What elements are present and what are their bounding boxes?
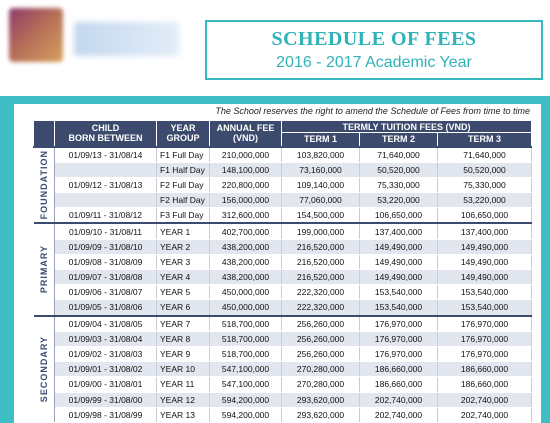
born-cell: 01/09/08 - 31/08/09	[55, 254, 157, 269]
annual-fee-cell: 402,700,000	[210, 223, 282, 239]
born-cell: 01/09/07 - 31/08/08	[55, 270, 157, 285]
term3-cell: 186,660,000	[438, 362, 532, 377]
term1-cell: 103,820,000	[282, 147, 360, 163]
annual-fee-cell: 156,000,000	[210, 193, 282, 208]
section-label: PRIMARY	[38, 245, 49, 294]
header-term2: TERM 2	[360, 133, 438, 147]
born-cell: 01/09/02 - 31/08/03	[55, 346, 157, 361]
table-row	[34, 270, 532, 285]
term2-cell: 106,650,000	[360, 208, 438, 224]
table-row	[34, 392, 532, 407]
term3-cell: 149,490,000	[438, 270, 532, 285]
term2-cell: 186,660,000	[360, 377, 438, 392]
annual-fee-cell: 210,000,000	[210, 147, 282, 163]
term1-cell: 77,060,000	[282, 193, 360, 208]
term2-cell: 176,970,000	[360, 316, 438, 332]
annual-fee-cell: 547,100,000	[210, 362, 282, 377]
header-born-between	[55, 121, 157, 147]
group-cell: YEAR 6	[157, 300, 210, 316]
term2-cell: 149,490,000	[360, 254, 438, 269]
group-cell: YEAR 11	[157, 377, 210, 392]
born-cell: 01/09/99 - 31/08/00	[55, 392, 157, 407]
annual-fee-cell: 312,600,000	[210, 208, 282, 224]
annual-fee-cell: 518,700,000	[210, 316, 282, 332]
header-blank	[34, 121, 55, 147]
term2-cell: 50,520,000	[360, 162, 438, 177]
term2-cell: 176,970,000	[360, 331, 438, 346]
term3-cell: 71,640,000	[438, 147, 532, 163]
table-row	[34, 300, 532, 316]
term1-cell: 270,280,000	[282, 377, 360, 392]
table-row	[34, 239, 532, 254]
group-cell: YEAR 5	[157, 285, 210, 300]
section-label: FOUNDATION	[38, 150, 49, 220]
table-row	[34, 362, 532, 377]
term3-cell: 176,970,000	[438, 331, 532, 346]
born-cell	[55, 193, 157, 208]
table-row	[34, 407, 532, 422]
table-row	[34, 147, 532, 163]
term2-cell: 53,220,000	[360, 193, 438, 208]
header-child-label: CHILD	[91, 123, 120, 134]
term1-cell: 222,320,000	[282, 285, 360, 300]
term3-cell: 186,660,000	[438, 377, 532, 392]
born-cell: 01/09/12 - 31/08/13	[55, 177, 157, 192]
term1-cell: 256,260,000	[282, 316, 360, 332]
table-row	[34, 377, 532, 392]
born-cell: 01/09/00 - 31/08/01	[55, 377, 157, 392]
term3-cell: 50,520,000	[438, 162, 532, 177]
fees-body	[34, 147, 532, 423]
annual-fee-cell: 518,700,000	[210, 331, 282, 346]
section-label-cell	[34, 223, 55, 315]
section-label-cell	[34, 147, 55, 224]
annual-fee-cell: 438,200,000	[210, 239, 282, 254]
header-termly-fees: TERMLY TUITION FEES (VND)	[282, 121, 532, 133]
table-row	[34, 193, 532, 208]
term3-cell: 149,490,000	[438, 254, 532, 269]
group-cell: F1 Half Day	[157, 162, 210, 177]
term2-cell: 149,490,000	[360, 239, 438, 254]
annual-fee-cell: 594,200,000	[210, 407, 282, 422]
header-born-label: BORN BETWEEN	[68, 133, 143, 144]
group-cell: YEAR 4	[157, 270, 210, 285]
term3-cell: 176,970,000	[438, 316, 532, 332]
annual-fee-cell: 148,100,000	[210, 162, 282, 177]
group-cell: F2 Full Day	[157, 177, 210, 192]
amend-note: The School reserves the right to amend the Schedule of Fees from time to time	[215, 106, 530, 116]
header-year-label: YEAR	[170, 123, 196, 134]
group-cell: F1 Full Day	[157, 147, 210, 163]
header-annual-fee	[210, 121, 282, 147]
term1-cell: 293,620,000	[282, 407, 360, 422]
table-row	[34, 177, 532, 192]
annual-fee-cell: 438,200,000	[210, 270, 282, 285]
term3-cell: 149,490,000	[438, 239, 532, 254]
born-cell: 01/09/11 - 31/08/12	[55, 208, 157, 224]
annual-fee-cell: 438,200,000	[210, 254, 282, 269]
group-cell: F3 Full Day	[157, 208, 210, 224]
term1-cell: 216,520,000	[282, 270, 360, 285]
group-cell: YEAR 2	[157, 239, 210, 254]
fees-table	[33, 120, 532, 423]
table-row	[34, 331, 532, 346]
fees-panel	[14, 104, 541, 423]
term3-cell: 106,650,000	[438, 208, 532, 224]
annual-fee-cell: 450,000,000	[210, 300, 282, 316]
term2-cell: 186,660,000	[360, 362, 438, 377]
born-cell: 01/09/09 - 31/08/10	[55, 239, 157, 254]
term3-cell: 202,740,000	[438, 407, 532, 422]
term1-cell: 293,620,000	[282, 392, 360, 407]
term3-cell: 153,540,000	[438, 300, 532, 316]
term2-cell: 75,330,000	[360, 177, 438, 192]
annual-fee-cell: 547,100,000	[210, 377, 282, 392]
term2-cell: 176,970,000	[360, 346, 438, 361]
born-cell: 01/09/05 - 31/08/06	[55, 300, 157, 316]
term1-cell: 199,000,000	[282, 223, 360, 239]
term3-cell: 137,400,000	[438, 223, 532, 239]
term2-cell: 153,540,000	[360, 300, 438, 316]
term1-cell: 216,520,000	[282, 254, 360, 269]
page-title: SCHEDULE OF FEES	[271, 28, 477, 50]
header-annual-unit: (VND)	[233, 133, 258, 144]
table-row	[34, 254, 532, 269]
born-cell: 01/09/13 - 31/08/14	[55, 147, 157, 163]
term2-cell: 71,640,000	[360, 147, 438, 163]
term1-cell: 256,260,000	[282, 331, 360, 346]
term2-cell: 202,740,000	[360, 392, 438, 407]
annual-fee-cell: 518,700,000	[210, 346, 282, 361]
term2-cell: 137,400,000	[360, 223, 438, 239]
term1-cell: 256,260,000	[282, 346, 360, 361]
title-box	[205, 20, 543, 80]
term1-cell: 222,320,000	[282, 300, 360, 316]
header-group-label: GROUP	[166, 133, 200, 144]
page-header	[0, 0, 550, 96]
term1-cell: 109,140,000	[282, 177, 360, 192]
table-row	[34, 316, 532, 332]
term1-cell: 270,280,000	[282, 362, 360, 377]
header-term1: TERM 1	[282, 133, 360, 147]
header-term3: TERM 3	[438, 133, 532, 147]
page-subtitle: 2016 - 2017 Academic Year	[276, 54, 472, 71]
term3-cell: 176,970,000	[438, 346, 532, 361]
group-cell: YEAR 1	[157, 223, 210, 239]
annual-fee-cell: 594,200,000	[210, 392, 282, 407]
born-cell: 01/09/10 - 31/08/11	[55, 223, 157, 239]
group-cell: YEAR 13	[157, 407, 210, 422]
group-cell: YEAR 3	[157, 254, 210, 269]
born-cell: 01/09/06 - 31/08/07	[55, 285, 157, 300]
group-cell: YEAR 9	[157, 346, 210, 361]
term2-cell: 149,490,000	[360, 270, 438, 285]
group-cell: F2 Half Day	[157, 193, 210, 208]
group-cell: YEAR 12	[157, 392, 210, 407]
section-label: SECONDARY	[38, 336, 49, 403]
table-row	[34, 223, 532, 239]
school-logo	[9, 8, 63, 62]
term1-cell: 216,520,000	[282, 239, 360, 254]
group-cell: YEAR 7	[157, 316, 210, 332]
born-cell: 01/09/01 - 31/08/02	[55, 362, 157, 377]
term1-cell: 154,500,000	[282, 208, 360, 224]
annual-fee-cell: 450,000,000	[210, 285, 282, 300]
table-row	[34, 208, 532, 224]
table-row	[34, 346, 532, 361]
annual-fee-cell: 220,800,000	[210, 177, 282, 192]
group-cell: YEAR 8	[157, 331, 210, 346]
born-cell	[55, 162, 157, 177]
term1-cell: 73,160,000	[282, 162, 360, 177]
term3-cell: 75,330,000	[438, 177, 532, 192]
born-cell: 01/09/04 - 31/08/05	[55, 316, 157, 332]
table-row	[34, 162, 532, 177]
table-row	[34, 285, 532, 300]
group-cell: YEAR 10	[157, 362, 210, 377]
header-annual-label: ANNUAL FEE	[216, 123, 275, 134]
term3-cell: 53,220,000	[438, 193, 532, 208]
section-label-cell	[34, 316, 55, 423]
term3-cell: 202,740,000	[438, 392, 532, 407]
born-cell: 01/09/98 - 31/08/99	[55, 407, 157, 422]
term2-cell: 153,540,000	[360, 285, 438, 300]
born-cell: 01/09/03 - 31/08/04	[55, 331, 157, 346]
term3-cell: 153,540,000	[438, 285, 532, 300]
header-year-group	[157, 121, 210, 147]
school-name-blurred	[74, 22, 179, 56]
term2-cell: 202,740,000	[360, 407, 438, 422]
